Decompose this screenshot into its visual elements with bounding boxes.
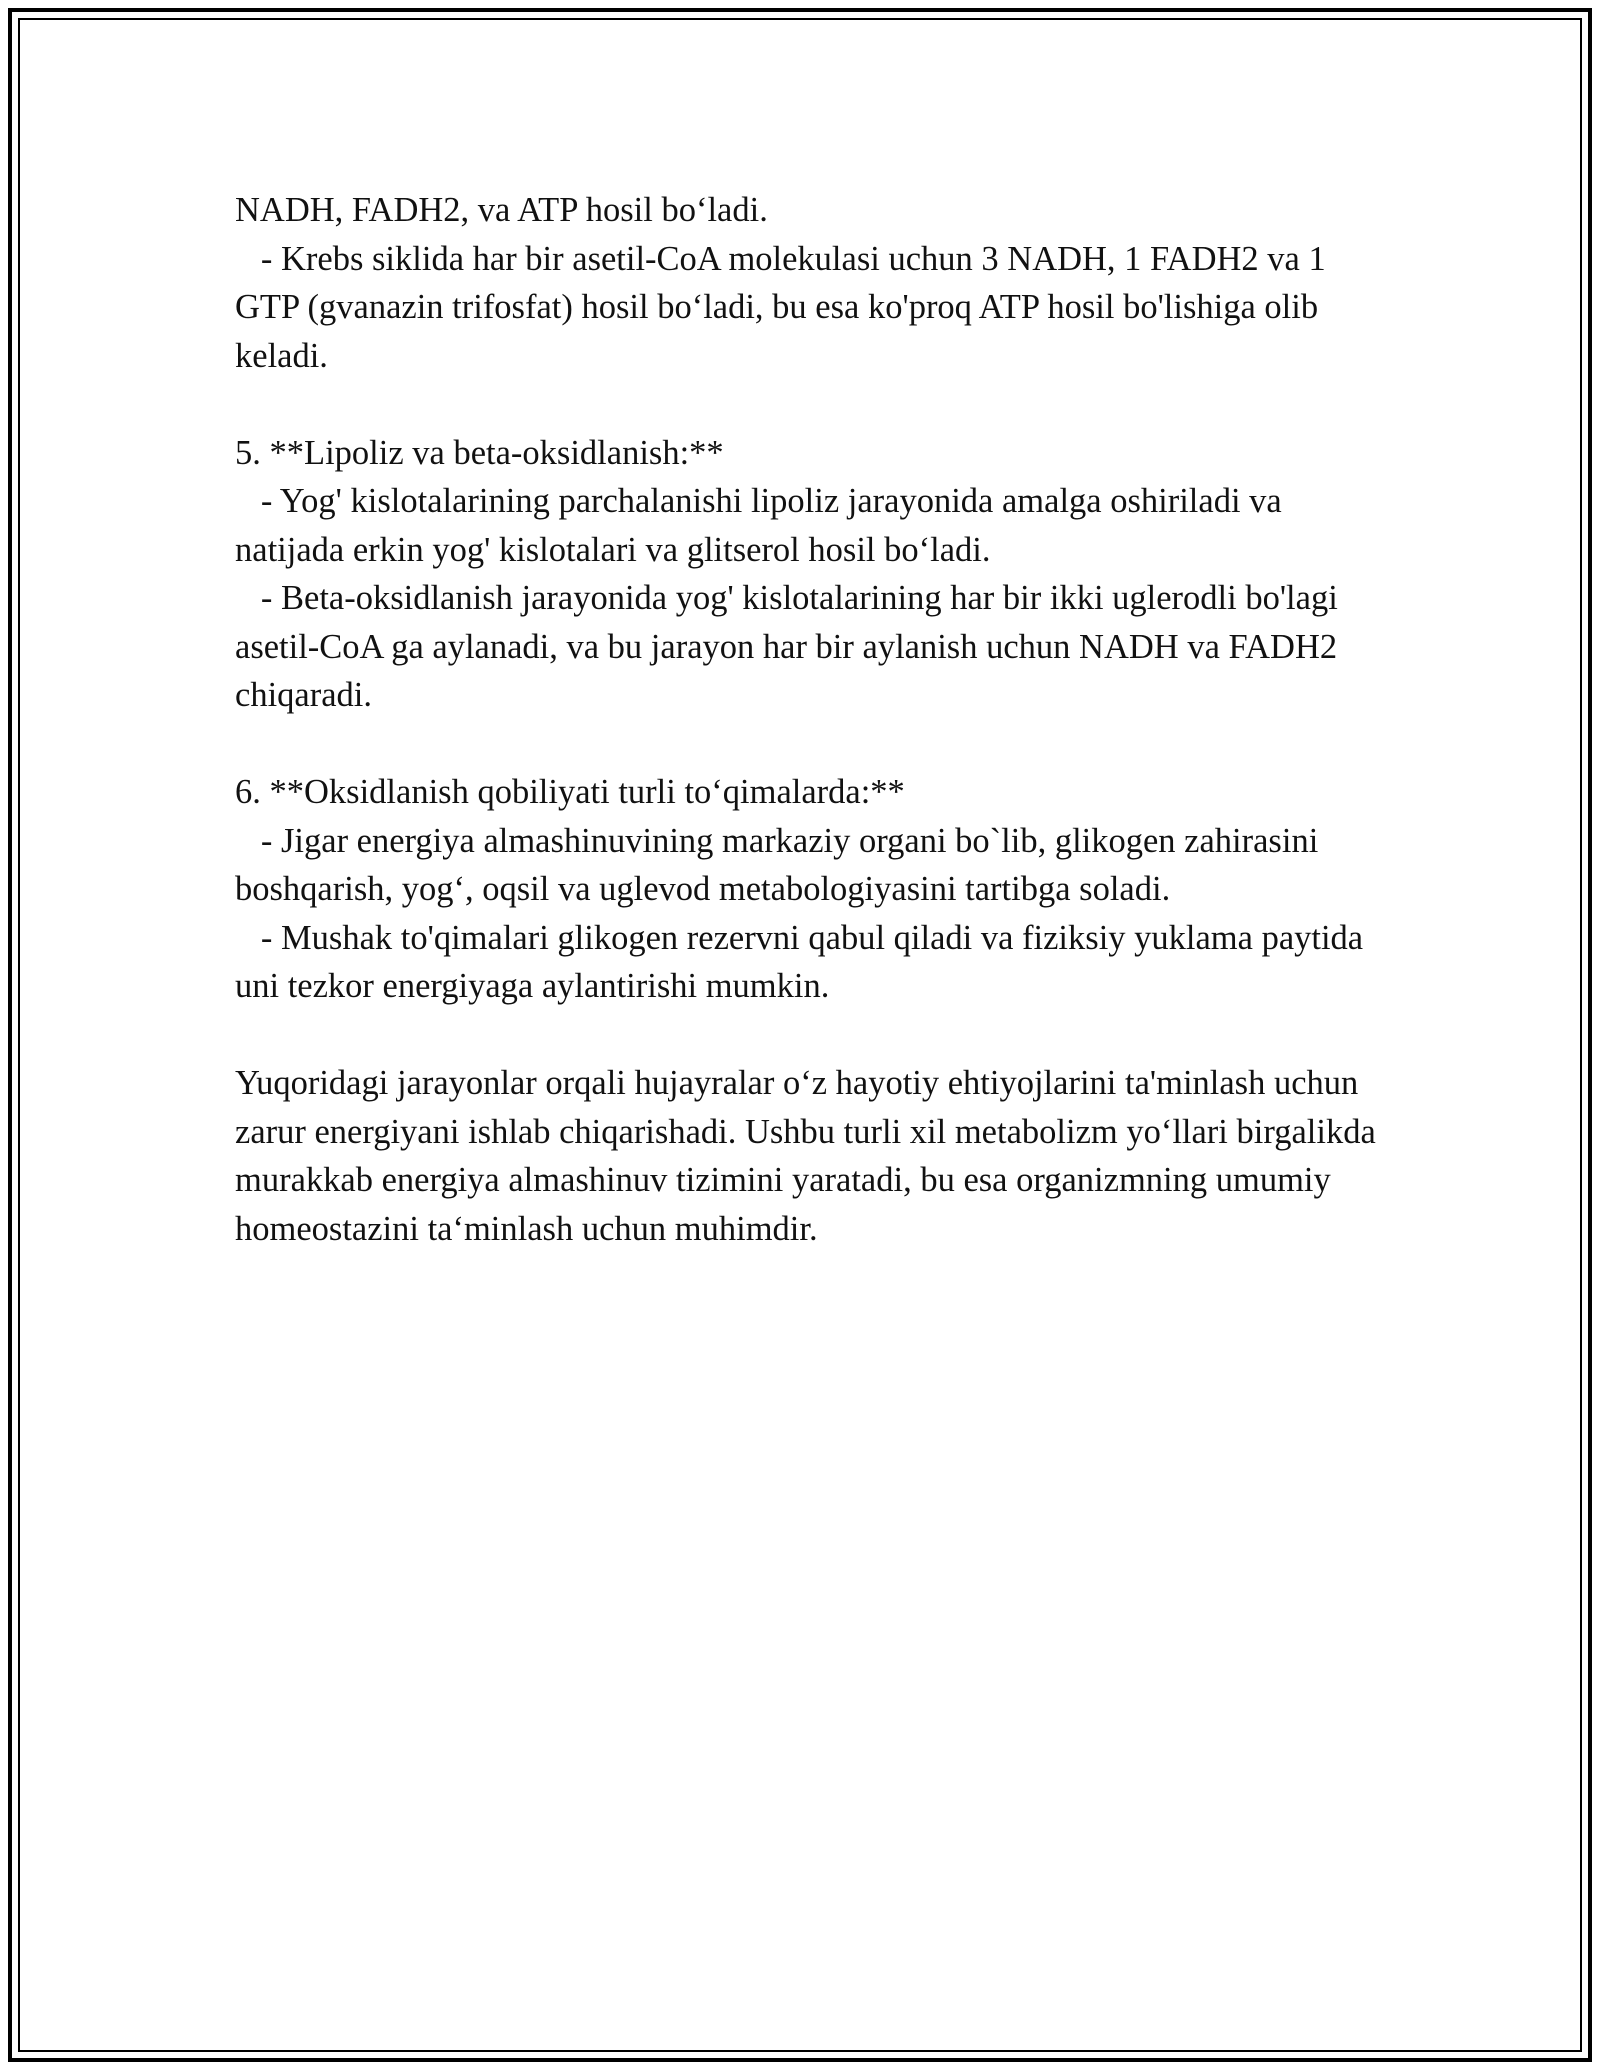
intro-bullet: - Krebs siklida har bir asetil-CoA molekulasi uchun 3 NADH, 1 FADH2 va 1 GTP (gvanazin trifosfat) hosil bo‘ladi, bu esa ko'proq ATP hosil bo'lishiga olib keladi. — [235, 239, 1335, 375]
conclusion-paragraph: Yuqoridagi jarayonlar orqali hujayralar o‘z hayotiy ehtiyojlarini ta'minlash uchun zarur energiyani ishlab chiqarishadi. Ushbu turli xil metabolizm yo‘llari birgalikda murakkab energiya almashinuv tizimini yaratadi, bu esa organizmning umumiy homeostazini ta‘minlash uchun muhimdir. — [235, 1064, 1376, 1248]
section-6-bullet-2: - Mushak to'qimalari glikogen rezervni qabul qiladi va fiziksiy yuklama paytida uni tezkor energiyaga aylantirishi mumkin. — [235, 918, 1372, 1005]
paragraph-gap — [235, 380, 1385, 429]
paragraph-gap — [235, 720, 1385, 769]
section-5-title: 5. **Lipoliz va beta-oksidlanish:** — [235, 433, 724, 472]
section-5-bullet-2: - Beta-oksidlanish jarayonida yog' kislotalarining har bir ikki uglerodli bo'lagi asetil-CoA ga aylanadi, va bu jarayon har bir aylanish uchun NADH va FADH2 chiqaradi. — [235, 579, 1347, 714]
section-5-bullet-1: - Yog' kislotalarining parchalanishi lipoliz jarayonida amalga oshiriladi va natijada erkin yog' kislotalari va glitserol hosil bo‘ladi. — [235, 482, 1291, 569]
intro-line: NADH, FADH2, va ATP hosil bo‘ladi. — [235, 191, 768, 229]
document-body — [235, 186, 1385, 1253]
section-6-bullet-1: - Jigar energiya almashinuvining markaziy organi bo`lib, glikogen zahirasini boshqarish, yog‘, oqsil va uglevod metabologiyasini tartibga soladi. — [235, 821, 1327, 908]
section-6-title: 6. **Oksidlanish qobiliyati turli to‘qimalarda:** — [235, 773, 905, 811]
paragraph-gap — [235, 1011, 1385, 1060]
